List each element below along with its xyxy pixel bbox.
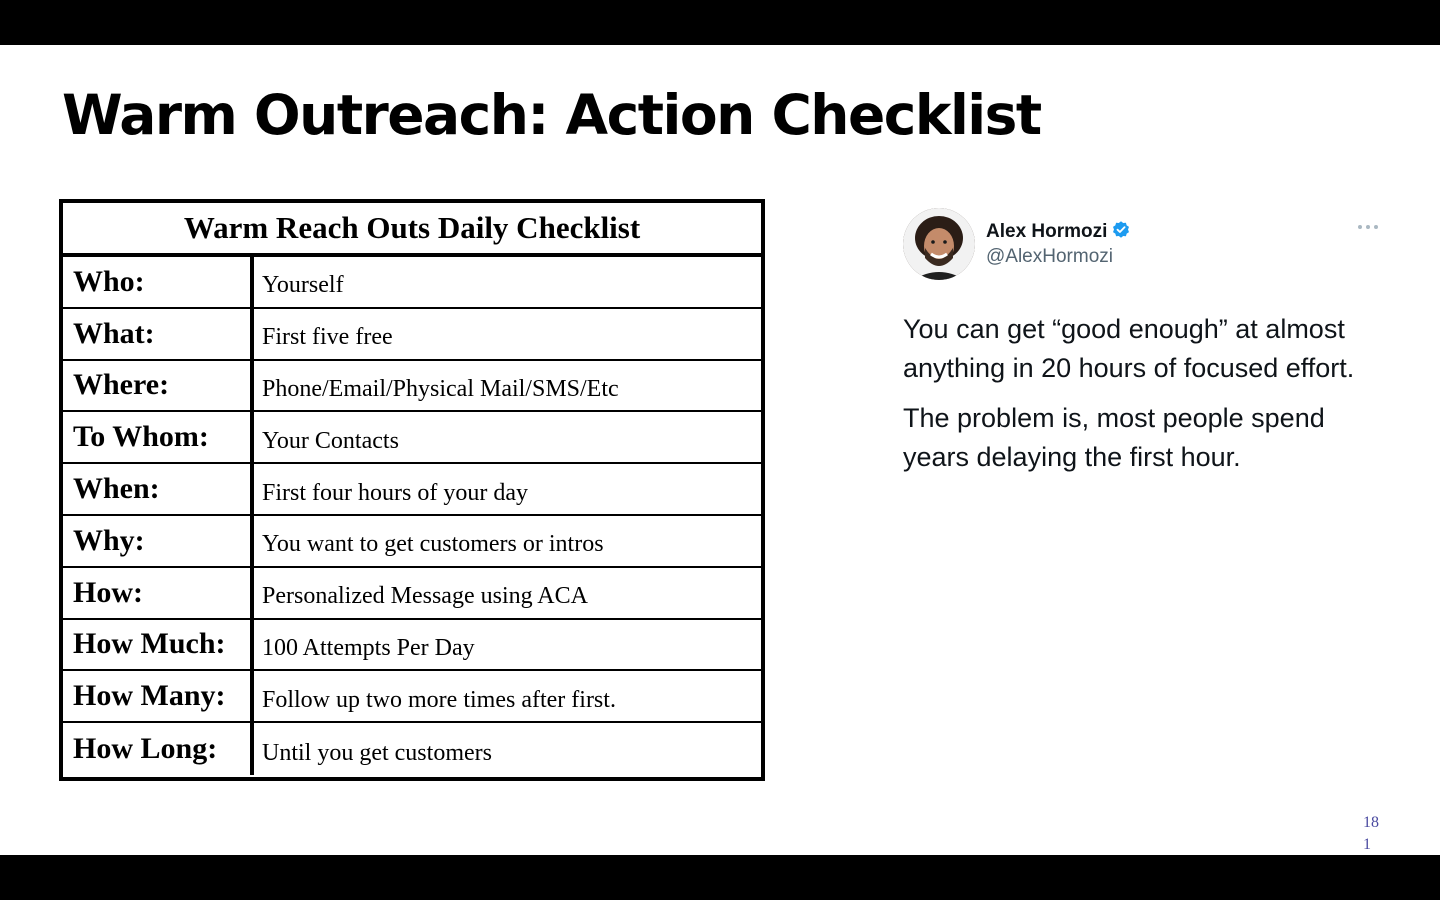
row-value: Your Contacts	[262, 427, 399, 454]
row-label: What:	[63, 309, 254, 359]
checklist-row	[63, 464, 761, 516]
row-value: Phone/Email/Physical Mail/SMS/Etc	[262, 375, 619, 402]
author-handle[interactable]: @AlexHormozi	[986, 246, 1113, 267]
author-name-line[interactable]	[986, 220, 1131, 243]
row-label: How Much:	[63, 620, 254, 670]
row-label: How Many:	[63, 671, 254, 721]
row-label: Where:	[63, 361, 254, 411]
author-name: Alex Hormozi	[986, 221, 1108, 242]
row-value: 100 Attempts Per Day	[262, 634, 475, 661]
tweet-paragraph: You can get “good enough” at almost anything in 20 hours of focused effort.	[903, 314, 1355, 383]
page-number-line: 1	[1363, 836, 1371, 853]
row-value: You want to get customers or intros	[262, 531, 604, 558]
row-value: Yourself	[262, 272, 344, 299]
tweet-paragraph: The problem is, most people spend years delaying the first hour.	[903, 403, 1325, 472]
checklist-row	[63, 723, 761, 775]
checklist-header: Warm Reach Outs Daily Checklist	[63, 203, 761, 257]
row-value: Until you get customers	[262, 739, 492, 766]
checklist-row	[63, 568, 761, 620]
row-value: First four hours of your day	[262, 479, 528, 506]
checklist-row	[63, 257, 761, 309]
slide	[0, 45, 1440, 855]
row-label: Why:	[63, 516, 254, 566]
checklist-row	[63, 361, 761, 413]
checklist-row	[63, 620, 761, 672]
checklist-row	[63, 516, 761, 568]
row-label: When:	[63, 464, 254, 514]
page-number	[1363, 812, 1379, 856]
checklist-row	[63, 309, 761, 361]
row-label: How Long:	[63, 723, 254, 775]
avatar-photo-icon	[903, 208, 975, 280]
checklist-row	[63, 412, 761, 464]
tweet-text	[903, 310, 1383, 488]
verified-badge-icon	[1111, 220, 1131, 240]
row-value: First five free	[262, 324, 393, 351]
row-value: Follow up two more times after first.	[262, 686, 616, 713]
checklist-table	[59, 199, 765, 781]
page-number-line: 18	[1363, 814, 1379, 831]
row-value: Personalized Message using ACA	[262, 583, 588, 610]
row-label: How:	[63, 568, 254, 618]
row-label: To Whom:	[63, 412, 254, 462]
author-avatar[interactable]	[903, 208, 975, 280]
checklist-row	[63, 671, 761, 723]
slide-title: Warm Outreach: Action Checklist	[62, 83, 1041, 147]
more-options-icon[interactable]	[1357, 222, 1379, 232]
row-label: Who:	[63, 257, 254, 307]
